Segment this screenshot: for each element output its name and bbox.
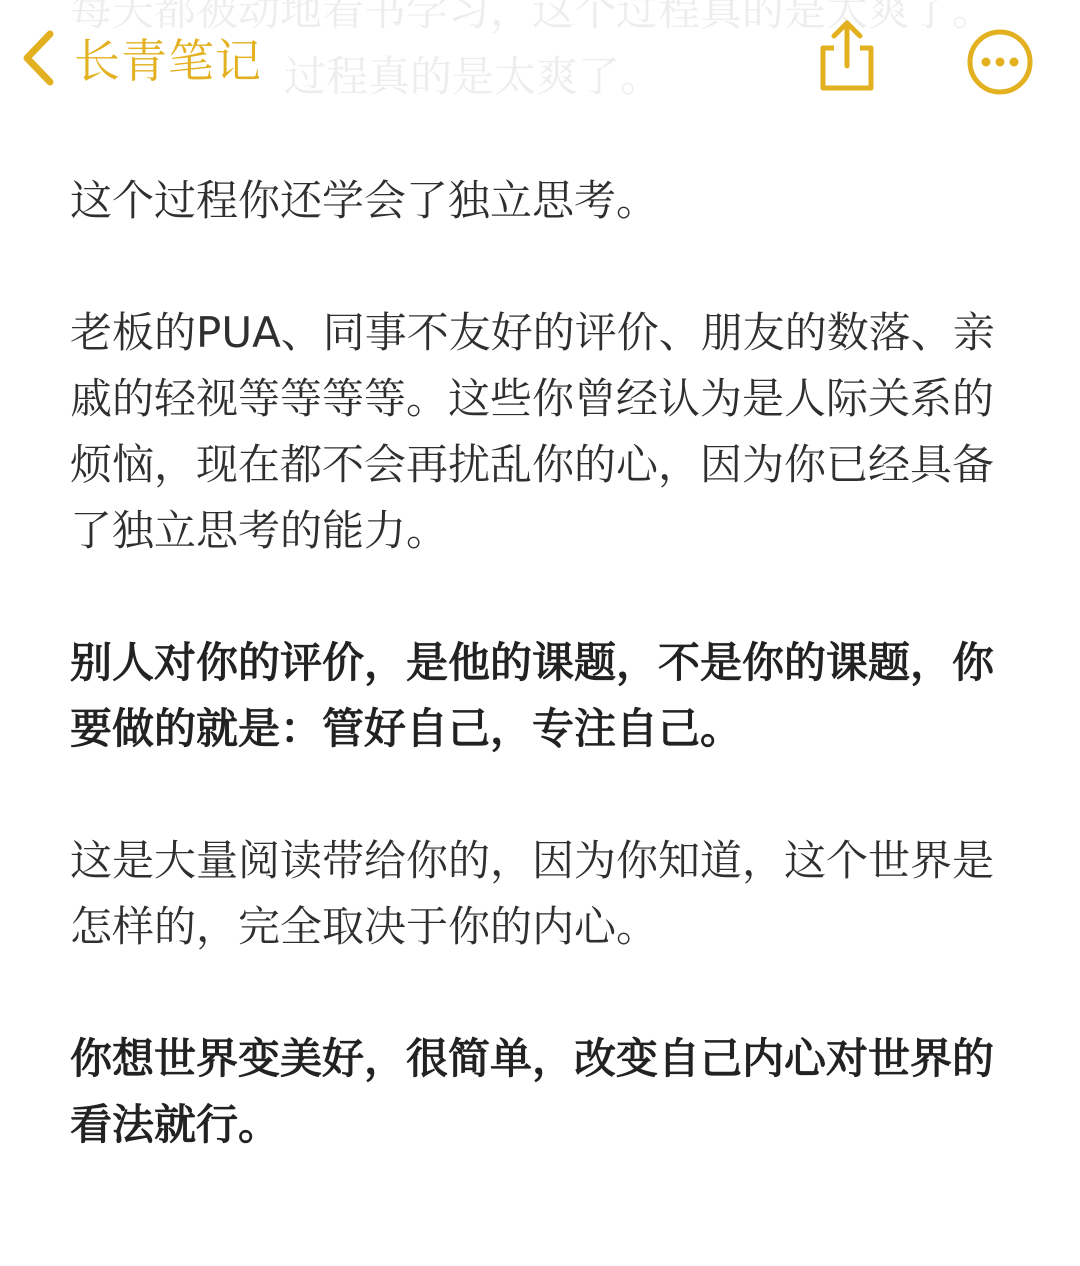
note-paragraph-bold: 别人对你的评价，是他的课题，不是你的课题，你要做的就是：管好自己，专注自己。 xyxy=(70,638,995,753)
back-label: 长青笔记 xyxy=(74,34,262,88)
chevron-left-icon xyxy=(20,30,56,86)
share-icon xyxy=(812,79,882,98)
note-paragraph: 这个过程你还学会了独立思考。 xyxy=(70,176,659,225)
note-paragraph: 老板的PUA、同事不友好的评价、朋友的数落、亲戚的轻视等等等等。这些你曾经认为是人际关系的烦恼，现在都不会再扰乱你的心，因为你已经具备了独立思考的能力。 xyxy=(70,308,995,555)
ellipsis-circle-icon xyxy=(966,81,1034,100)
paragraph-gap xyxy=(70,960,1010,1026)
paragraph-gap xyxy=(70,234,1010,300)
back-button[interactable] xyxy=(20,20,262,96)
more-options-button[interactable] xyxy=(966,28,1034,96)
paragraph-gap xyxy=(70,564,1010,630)
note-paragraph-bold: 你想世界变美好，很简单，改变自己内心对世界的看法就行。 xyxy=(70,1034,995,1149)
paragraph-gap xyxy=(70,762,1010,828)
note-body[interactable] xyxy=(70,168,1010,1158)
navigation-bar xyxy=(0,0,1080,120)
note-paragraph: 这是大量阅读带给你的，因为你知道，这个世界是怎样的，完全取决于你的内心。 xyxy=(70,836,995,951)
share-button[interactable] xyxy=(812,18,882,94)
